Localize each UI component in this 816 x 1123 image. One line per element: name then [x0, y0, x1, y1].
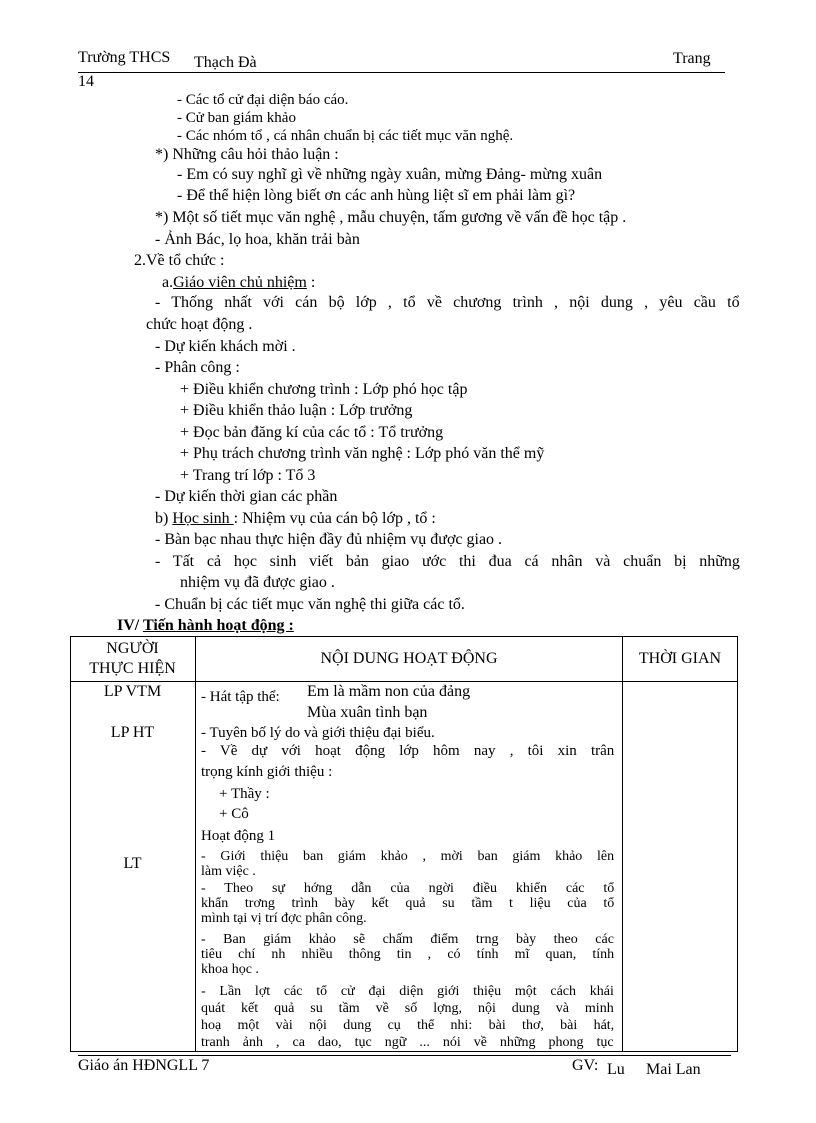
subsection-prefix: a.: [162, 274, 174, 291]
footer-teacher-b: Mai Lan: [646, 1061, 701, 1078]
body-line: - Để thể hiện lòng biết ơn các anh hùng liệt sĩ em phải làm gì?: [177, 187, 576, 204]
part-heading: [117, 617, 294, 635]
content-line: tiêu chí nh nhiều thông tin , có tính mĩ quan, tính: [201, 947, 614, 962]
body-line: *) Những câu hỏi thảo luận :: [155, 146, 339, 163]
table-column-divider: [622, 636, 623, 1052]
body-line: chức hoạt động .: [146, 316, 253, 333]
content-line: - Theo sự hớng dẫn của ngời điều khiển các tổ: [201, 881, 614, 896]
content-line: - Giới thiệu ban giám khảo , mời ban giám khảo lên: [201, 849, 614, 864]
content-line: Mùa xuân tình bạn: [307, 704, 428, 721]
content-line: khoa học .: [201, 962, 259, 977]
footer-teacher-a: Lu: [607, 1061, 625, 1078]
content-line: trọng kính giới thiệu :: [201, 764, 333, 780]
content-line: Em là mầm non của đảng: [307, 683, 471, 700]
header-rule: [78, 72, 725, 73]
table-border-bottom: [70, 1051, 738, 1052]
part-title: Tiến hành hoạt động :: [142, 617, 294, 634]
table-header-rule: [70, 681, 738, 682]
subsection-suffix: : Nhiệm vụ của cán bộ lớp , tổ :: [233, 510, 436, 527]
content-line: + Cô: [219, 806, 249, 822]
subsection-suffix: :: [306, 274, 316, 291]
content-line: quát kết quả su tầm về số lợng, nội dung và minh: [201, 1001, 614, 1016]
content-line: khẩn trơng trình bày kết quả su tầm t liệu của tổ: [201, 896, 614, 911]
subsection-heading: [162, 274, 315, 292]
performer-cell: LP HT: [110, 724, 155, 741]
body-line: - Các tổ cử đại diện báo cáo.: [177, 92, 349, 108]
content-line: - Về dự với hoạt động lớp hôm nay , tôi xin trân: [201, 743, 614, 759]
body-line: - Chuẩn bị các tiết mục văn nghệ thi giữa các tổ.: [155, 596, 465, 613]
header-page-number: 14: [78, 73, 94, 90]
table-border-right: [737, 636, 738, 1052]
section-heading: 2.Về tổ chức :: [134, 252, 225, 269]
table-header-performer-line1: NGƯỜI: [106, 640, 159, 657]
content-line: - Lần lợt các tổ cử đại diện giới thiệu một cách khái: [201, 984, 614, 999]
content-line: + Thầy :: [219, 786, 270, 802]
table-header-time: THỜI GIAN: [638, 650, 722, 667]
content-line: làm việc .: [201, 864, 256, 879]
body-line: + Điều khiển chương trình : Lớp phó học tập: [180, 381, 468, 398]
footer-gv-label: GV:: [572, 1057, 599, 1074]
body-line: + Trang trí lớp : Tổ 3: [180, 467, 316, 484]
subsection-title: Giáo viên chủ nhiệm: [173, 274, 307, 291]
body-line: *) Một số tiết mục văn nghệ , mẫu chuyện, tấm gương về vấn đề học tập .: [155, 209, 627, 226]
content-line: - Tuyên bố lý do và giới thiệu đại biểu.: [201, 725, 435, 741]
table-header-content: NỘI DUNG HOẠT ĐỘNG: [320, 650, 498, 667]
body-line: - Cử ban giám khảo: [177, 110, 296, 126]
body-line: + Phụ trách chương trình văn nghệ : Lớp phó văn thể mỹ: [180, 445, 545, 462]
body-line: + Đọc bản đăng kí của các tổ : Tổ trưởng: [180, 424, 444, 441]
performer-cell: LT: [123, 855, 142, 872]
content-line: tranh ảnh , ca dao, tục ngữ ... nói về những phong tục: [201, 1035, 614, 1050]
subsection-title: Học sinh: [172, 510, 234, 527]
body-line: - Dự kiến khách mời .: [155, 338, 296, 355]
content-line: - Ban giám khảo sẽ chấm điểm trng bày theo các: [201, 932, 614, 947]
performer-cell: LP VTM: [103, 683, 162, 700]
body-line: - Dự kiến thời gian các phần: [155, 488, 338, 505]
body-line: - Tất cả học sinh viết bản giao ước thi đua cá nhân và chuẩn bị những: [155, 553, 740, 570]
body-line: - Các nhóm tổ , cá nhân chuẩn bị các tiết mục văn nghệ.: [177, 128, 514, 144]
body-line: - Ảnh Bác, lọ hoa, khăn trải bàn: [155, 231, 360, 248]
body-line: - Thống nhất với cán bộ lớp , tổ về chương trình , nội dung , yêu cầu tổ: [155, 294, 740, 311]
content-line: mình tại vị trí đợc phân công.: [201, 911, 367, 926]
table-column-divider: [195, 636, 196, 1052]
table-header-performer-line2: THỰC HIỆN: [89, 660, 176, 677]
body-line: - Em có suy nghĩ gì về những ngày xuân, mừng Đảng- mừng xuân: [177, 166, 603, 183]
body-line: - Phân công :: [155, 359, 240, 376]
header-school-name: Thạch Đà: [194, 54, 257, 71]
content-line: Hoạt động 1: [201, 828, 276, 844]
content-line: hoạ một vài nội dung cụ thể nhi: bài thơ, bài hát,: [201, 1018, 614, 1033]
part-number: IV/: [117, 617, 143, 634]
body-line: - Bàn bạc nhau thực hiện đầy đủ nhiệm vụ được giao .: [155, 531, 503, 548]
footer-left: Giáo án HĐNGLL 7: [78, 1057, 210, 1074]
footer-rule: [78, 1055, 731, 1056]
table-border-top: [70, 636, 738, 637]
subsection-prefix: b): [155, 510, 173, 527]
header-school: Trường THCS: [78, 49, 171, 66]
subsection-heading-b: [155, 510, 436, 528]
content-line: - Hát tập thể:: [201, 689, 280, 705]
header-page-label: Trang: [673, 50, 711, 67]
body-line: + Điều khiển thảo luận : Lớp trưởng: [180, 402, 413, 419]
body-line: nhiệm vụ đã được giao .: [180, 574, 335, 591]
